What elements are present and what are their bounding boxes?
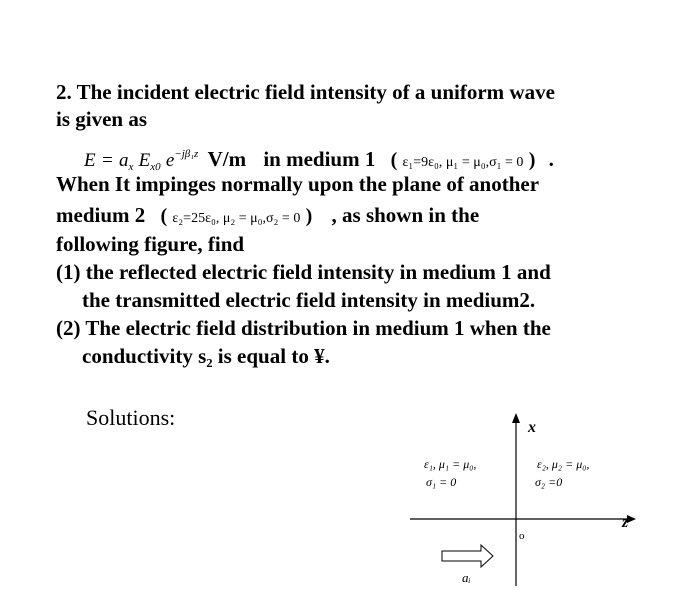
medium2-sigma-label: σ₂ =0 [535,475,563,489]
medium1-params: ε₁=9ε₀, μ₁ = μ₀,σ₁ = 0 [402,155,524,170]
line5-end: , as shown in the [331,203,480,227]
solutions-label: Solutions: [86,405,176,430]
propagation-direction-label: aᵢ [462,570,471,585]
problem-line-1: 2. The incident electric field intensity of a uniform wave [56,80,555,104]
medium2-params-label: ε₂, μ₂ = μ₀, [537,457,590,471]
line3-period: . [548,147,554,171]
medium1-text: in medium 1 [263,147,376,171]
medium1-sigma-label: σ₁ = 0 [426,475,457,489]
eq-a: a [118,150,129,171]
eq-equals: = [100,150,114,171]
medium2-text: medium 2 [56,203,146,227]
medium1-params-label: ε₁, μ₁ = μ₀, [424,457,477,471]
eq-E0: E [138,150,151,171]
problem-line-5: medium 2 ( ε₂=25ε₀, μ₂ = μ₀,σ₂ = 0 ) , as shown in the [56,203,480,227]
x-axis-arrow [512,413,520,423]
z-axis-label: z [622,514,629,531]
eq-E0-sub: x0 [150,161,161,173]
eq-a-sub: x [128,161,134,173]
problem-line-3: $E = a_x$ $E_{x0}$ $e^{-j\beta_1z}$ V/m in medium 1 ( ε₁=9ε₀, μ₁ = μ₀,σ₁ = 0 ) . [84,147,554,173]
problem-line-2: is given as [56,107,148,131]
eq-exponent: −jβ₁z [174,148,199,160]
units: V/m [207,147,247,171]
item2-line-2: conductivity s₂ is equal to ¥. [82,344,330,368]
item2-line-1: (2) The electric field distribution in medium 1 when the [56,316,551,340]
eq-e: e [165,150,175,171]
item1-line-2: the transmitted electric field intensity in medium2. [82,288,536,312]
problem-line-6: following figure, find [56,232,245,256]
x-axis-label: x [528,419,536,436]
medium2-params: ε₂=25ε₀, μ₂ = μ₀,σ₂ = 0 [172,211,301,226]
eq-E: E [84,150,96,171]
propagation-arrow-icon [442,545,493,567]
origin-label: o [519,530,525,542]
item1-line-1: (1) the reflected electric field intensity in medium 1 and [56,260,551,284]
z-axis-arrow [627,515,636,523]
problem-line-4: When It impinges normally upon the plane of another [56,172,540,196]
